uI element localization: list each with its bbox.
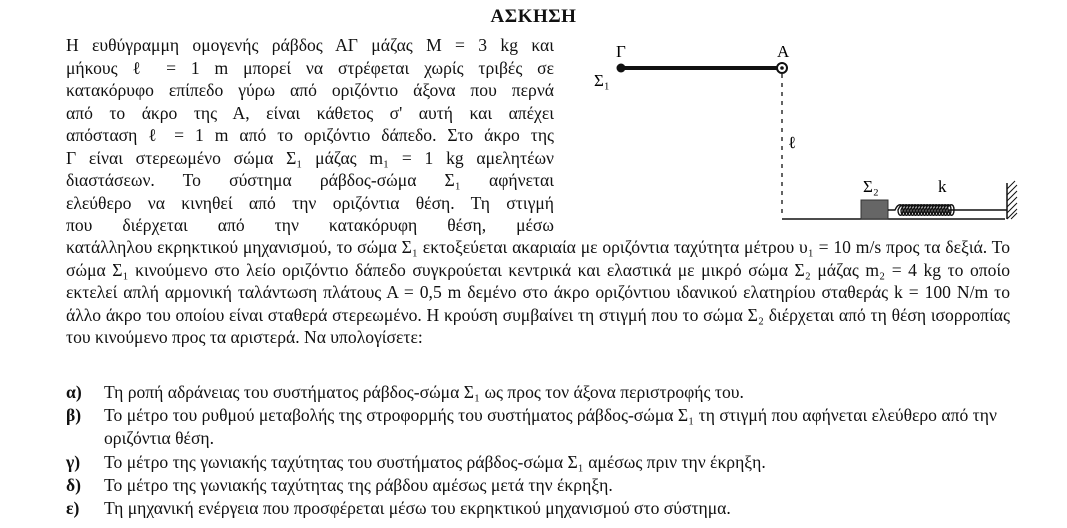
intro-line: από το άκρο της Α, είναι κάθετος σ' αυτή και απέχει bbox=[66, 102, 554, 123]
question-text: Το μέτρο της γωνιακής ταχύτητας της ράβδου αμέσως μετά την έκρηξη. bbox=[104, 475, 613, 495]
label-length: ℓ bbox=[788, 133, 797, 152]
question-label: α) bbox=[66, 382, 82, 402]
physics-diagram bbox=[585, 30, 1035, 230]
question-label: δ) bbox=[66, 475, 81, 495]
question-text: Τη ροπή αδράνειας του συστήματος ράβδος-σώμα Σ₁ ως προς τον άξονα περιστροφής του. bbox=[104, 382, 744, 402]
label-s2: Σ₂ bbox=[863, 177, 879, 196]
question-text: Το μέτρο της γωνιακής ταχύτητας του συστήματος ράβδος-σώμα Σ₁ αμέσως πριν την έκρηξη. bbox=[104, 452, 766, 472]
wall-hatching bbox=[1007, 181, 1017, 219]
intro-line: Γ είναι στερεωμένο σώμα Σ₁ μάζας m₁ = 1 kg αμελητέων bbox=[66, 147, 554, 168]
intro-line: που διέρχεται από την κατακόρυφη θέση, μέσω bbox=[66, 215, 554, 235]
intro-line: Η ευθύγραμμη ομογενής ράβδος ΑΓ μάζας M = 3 kg και bbox=[66, 35, 554, 55]
label-gamma: Γ bbox=[616, 42, 626, 61]
exercise-title: ΑΣΚΗΣΗ bbox=[490, 6, 577, 27]
label-k: k bbox=[938, 177, 947, 196]
intro-line: διαστάσεων. Το σύστημα ράβδος-σώμα Σ₁ αφήνεται bbox=[66, 170, 554, 190]
intro-line: μήκους ℓ = 1 m μπορεί να στρέφεται χωρίς τριβές σε bbox=[66, 57, 554, 78]
intro-line: απόσταση ℓ = 1 m από το οριζόντιο δάπεδο. Στο άκρο της bbox=[66, 125, 554, 145]
problem-continuation: κατάλληλου εκρηκτικού μηχανισμού, το σώμα Σ₁ εκτοξεύεται ακαριαία με οριζόντια ταχύτητα μέτρου υ₁ = 10 m/s προς τα δεξιά. Το σώμα Σ₁ κινούμενο στο λείο οριζόντιο δάπεδο συγκρούεται κεντρικά και ελαστικά με μικρό σώμα Σ₂ μάζας m₂ = 4 kg το οποίο εκτελεί απλή αρμονική ταλάντωση πλάτους Α = 0,5 m δεμένο στο άκρο οριζόντιου ιδανικού ελατηρίου σταθεράς k = 100 N/m το άλλο άκρο του οποίου είναι σταθερά στερεωμένο. Η κρούση συμβαίνει τη στιγμή που το σώμα Σ₂ διέρχεται από τη θέση ισορροπίας του κινούμενο προς τα αριστερά. Να υπολογίσετε: bbox=[66, 237, 1010, 347]
question-text: Το μέτρο του ρυθμού μεταβολής της στροφορμής του συστήματος ράβδος-σώμα Σ₁ τη στιγμή που αφήνεται ελεύθερο από την οριζόντια θέση. bbox=[104, 405, 997, 448]
intro-line: κατακόρυφο επίπεδο γύρω από οριζόντιο άξονα που περνά bbox=[66, 80, 554, 100]
block-s2 bbox=[861, 200, 888, 219]
question-label: ε) bbox=[66, 498, 80, 518]
intro-line: ελεύθερο να κινηθεί από την οριζόντια θέση. Τη στιγμή bbox=[66, 192, 554, 213]
question-label: β) bbox=[66, 405, 82, 425]
spring bbox=[888, 205, 1007, 216]
label-a: Α bbox=[777, 42, 790, 61]
label-s1: Σ₁ bbox=[594, 71, 610, 90]
question-label: γ) bbox=[66, 452, 81, 472]
question-text: Τη μηχανική ενέργεια που προσφέρεται μέσω του εκρηκτικού μηχανισμού στο σύστημα. bbox=[104, 498, 731, 518]
pivot-a-center bbox=[780, 66, 784, 70]
body-s1-point bbox=[617, 64, 626, 73]
problem-intro-wrapped bbox=[66, 34, 554, 237]
